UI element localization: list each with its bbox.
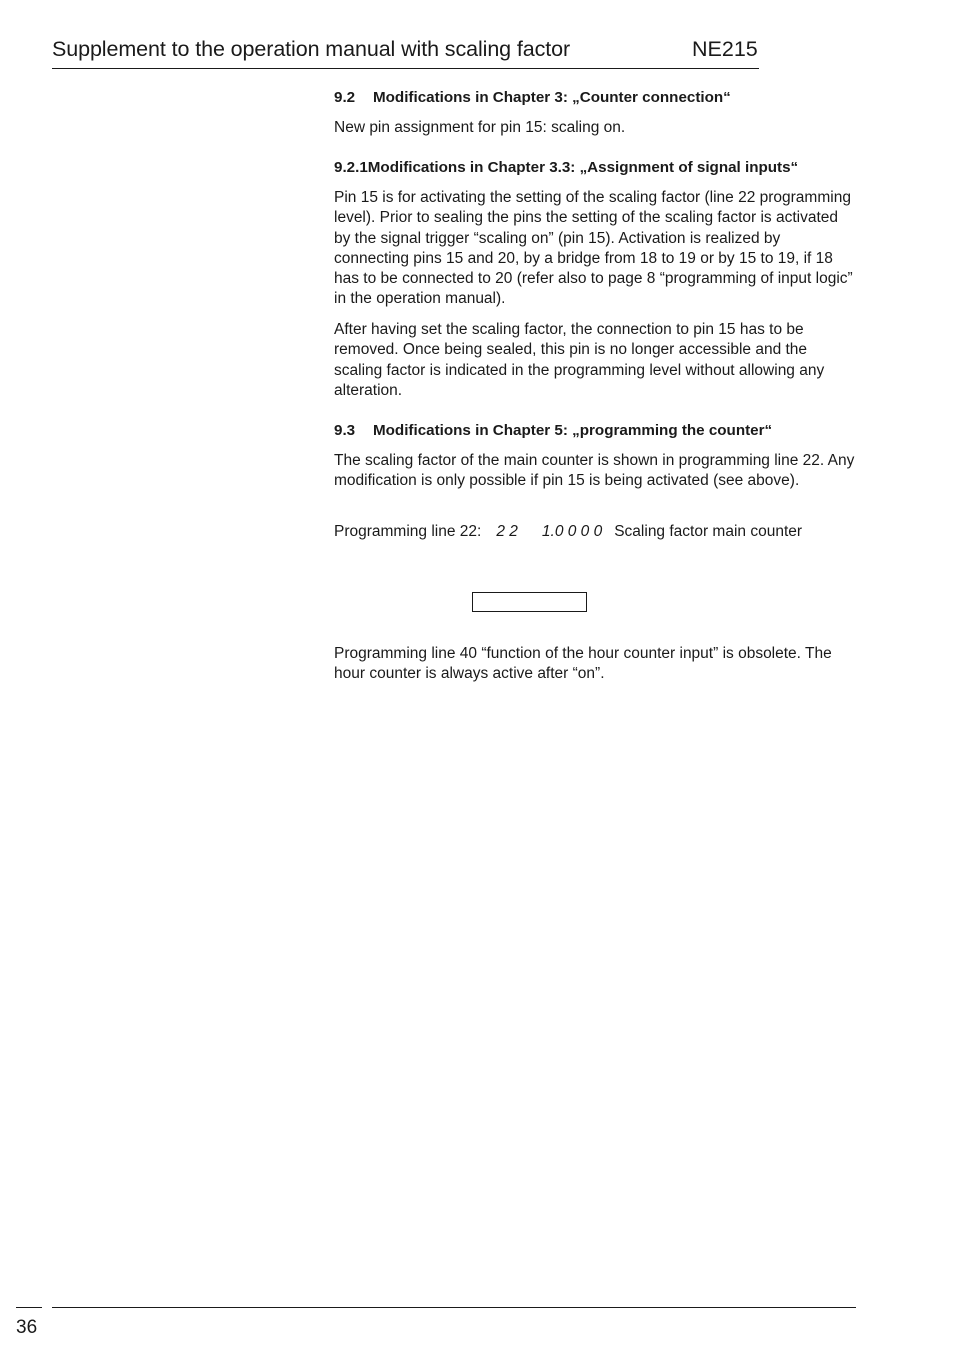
footer-rule: [52, 1307, 856, 1308]
section-heading-9-2-1: [334, 158, 798, 178]
header-rule: [52, 68, 759, 69]
programming-line-label: Programming line 22:: [334, 523, 482, 540]
paragraph: New pin assignment for pin 15: scaling on.: [334, 119, 626, 136]
section-title: Modifications in Chapter 5: „programming the counter“: [373, 422, 773, 439]
page-number: 36: [16, 1317, 38, 1338]
paragraph: Pin 15 is for activating the setting of the scaling factor (line 22 programming level). Prior to sealing the pins the setting of the scaling factor is activated by the signal trigger “scaling on” (pin 15). Activation is realized by connecting pins 15 and 20, by a bridge from 18 to 19 or by 15 to 19, if 18 has to be connected to 20 (refer also to page 8 “programming of input logic” in the operation manual).: [334, 189, 853, 308]
section-title: Modifications in Chapter 3: „Counter connection“: [373, 89, 731, 106]
paragraph: After having set the scaling factor, the connection to pin 15 has to be removed. Once being sealed, this pin is no longer accessible and the scaling factor is indicated in the programming level without allowing any alteration.: [334, 321, 825, 399]
section-title: Modifications in Chapter 3.3: „Assignment of signal inputs“: [367, 159, 799, 176]
page-title: Supplement to the operation manual with scaling factor: [52, 37, 571, 61]
paragraph: Programming line 40 “function of the hour counter input” is obsolete. The hour counter is always active after “on”.: [334, 645, 832, 683]
section-number: 9.3: [334, 422, 356, 439]
seal-box: [472, 592, 587, 612]
section-number: 9.2: [334, 89, 356, 106]
section-number: 9.2.1: [334, 159, 368, 176]
section-heading-9-2: [334, 88, 731, 108]
programming-line-22: [334, 522, 802, 542]
programming-line-value: 1.0 0 0 0: [541, 523, 603, 540]
paragraph: The scaling factor of the main counter is shown in programming line 22. Any modification is only possible if pin 15 is being activated (see above).: [334, 452, 855, 490]
section-heading-9-3: [334, 421, 772, 441]
product-code: NE215: [692, 37, 758, 61]
footer-rule-short: [16, 1307, 42, 1308]
programming-line-description: Scaling factor main counter: [614, 523, 803, 540]
programming-line-number: 2 2: [496, 523, 518, 540]
